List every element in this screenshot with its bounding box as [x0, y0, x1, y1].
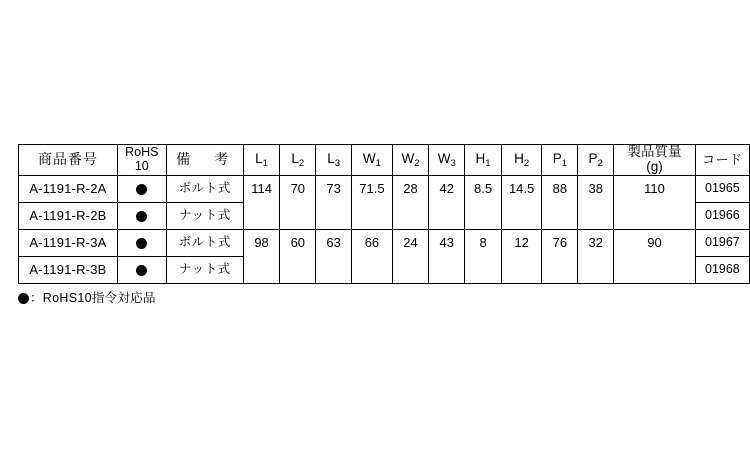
header-l3-base: L: [327, 151, 335, 167]
header-w3-sub: 3: [450, 158, 456, 170]
header-h2-base: H: [514, 151, 524, 167]
rohs-dot-icon: [136, 238, 147, 249]
cell-part-number: A-1191-R-3B: [19, 256, 118, 283]
header-code: コード: [695, 145, 749, 176]
cell-l3: 63: [316, 229, 352, 256]
header-l2-base: L: [291, 151, 299, 167]
cell-w1: [352, 256, 393, 283]
cell-mass: 90: [614, 229, 696, 256]
cell-h1: [465, 202, 501, 229]
cell-p2: 38: [578, 175, 614, 202]
header-w3: [429, 145, 465, 176]
cell-w3: 43: [429, 229, 465, 256]
header-h2-sub: 2: [523, 158, 530, 170]
spec-table: [18, 144, 750, 284]
table-row: [19, 202, 750, 229]
header-l1: [243, 145, 280, 176]
cell-w1: 66: [352, 229, 393, 256]
cell-w3: [429, 202, 465, 229]
header-part-number: 商品番号: [19, 145, 118, 176]
header-w3-base: W: [437, 151, 451, 167]
header-rohs: [117, 145, 166, 176]
table-header: [19, 145, 750, 176]
table-row: [19, 229, 750, 256]
cell-l1: [243, 202, 280, 229]
cell-w1: 71.5: [352, 175, 393, 202]
cell-rohs: [117, 202, 166, 229]
spec-table-container: [18, 144, 750, 284]
cell-h1: 8: [465, 229, 501, 256]
header-l1-base: L: [255, 151, 263, 167]
cell-note: ナット式: [166, 256, 243, 283]
cell-w1: [352, 202, 393, 229]
header-l1-sub: 1: [262, 158, 268, 170]
header-h1-sub: 1: [485, 158, 491, 170]
header-h2: [501, 145, 542, 176]
cell-l2: 70: [280, 175, 316, 202]
cell-note: ボルト式: [166, 175, 243, 202]
header-w1-base: W: [362, 151, 376, 167]
header-l3-sub: 3: [334, 158, 341, 170]
legend-text: ：RoHS10指令対応品: [30, 291, 156, 305]
header-l2-sub: 2: [298, 158, 305, 170]
cell-w2: [392, 256, 428, 283]
cell-w3: 42: [429, 175, 465, 202]
header-p2: [578, 145, 614, 176]
cell-h2: [501, 256, 542, 283]
header-note: 備 考: [166, 145, 243, 176]
cell-note: ボルト式: [166, 229, 243, 256]
cell-mass: 110: [614, 175, 696, 202]
cell-w2: 28: [392, 175, 428, 202]
rohs-dot-icon: [136, 184, 147, 195]
header-p1-sub: 1: [561, 158, 568, 170]
header-w1: [352, 145, 393, 176]
cell-l3: [316, 202, 352, 229]
header-p2-base: P: [588, 151, 598, 167]
cell-h1: 8.5: [465, 175, 501, 202]
cell-h2: 12: [501, 229, 542, 256]
header-p2-sub: 2: [597, 158, 603, 170]
header-h1-base: H: [475, 151, 486, 167]
cell-h2: [501, 202, 542, 229]
cell-part-number: A-1191-R-2A: [19, 175, 118, 202]
cell-l1: [243, 256, 280, 283]
cell-rohs: [117, 229, 166, 256]
cell-p1: [542, 202, 578, 229]
cell-rohs: [117, 256, 166, 283]
cell-mass: [614, 256, 696, 283]
cell-l2: [280, 256, 316, 283]
cell-p1: [542, 256, 578, 283]
header-w1-sub: 1: [375, 158, 381, 170]
header-rohs-line2: 10: [134, 158, 149, 173]
cell-h2: 14.5: [501, 175, 542, 202]
cell-code: 01966: [695, 202, 749, 229]
cell-rohs: [117, 175, 166, 202]
cell-p2: [578, 202, 614, 229]
cell-mass: [614, 202, 696, 229]
cell-w3: [429, 256, 465, 283]
cell-h1: [465, 256, 501, 283]
cell-code: 01968: [695, 256, 749, 283]
table-row: [19, 175, 750, 202]
header-p1: [542, 145, 578, 176]
cell-part-number: A-1191-R-3A: [19, 229, 118, 256]
cell-p1: 76: [542, 229, 578, 256]
cell-l2: [280, 202, 316, 229]
table-body: [19, 175, 750, 283]
header-row: [19, 145, 750, 176]
legend-dot-icon: [18, 293, 29, 304]
legend: [18, 288, 156, 306]
header-mass: [614, 145, 696, 176]
header-mass-line1: 製品質量: [627, 144, 682, 159]
cell-l3: 73: [316, 175, 352, 202]
rohs-dot-icon: [136, 265, 147, 276]
header-l2: [280, 145, 316, 176]
header-rohs-line1: RoHS: [125, 145, 159, 160]
header-w2: [392, 145, 428, 176]
header-h1: [465, 145, 501, 176]
header-w2-sub: 2: [414, 158, 420, 170]
cell-p2: 32: [578, 229, 614, 256]
cell-l2: 60: [280, 229, 316, 256]
header-p1-base: P: [552, 151, 562, 167]
cell-w2: [392, 202, 428, 229]
cell-note: ナット式: [166, 202, 243, 229]
cell-w2: 24: [392, 229, 428, 256]
cell-p1: 88: [542, 175, 578, 202]
cell-p2: [578, 256, 614, 283]
cell-code: 01967: [695, 229, 749, 256]
cell-part-number: A-1191-R-2B: [19, 202, 118, 229]
cell-code: 01965: [695, 175, 749, 202]
table-row: [19, 256, 750, 283]
cell-l1: 114: [243, 175, 280, 202]
header-l3: [316, 145, 352, 176]
header-mass-line2: (g): [646, 158, 663, 174]
rohs-dot-icon: [136, 211, 147, 222]
cell-l3: [316, 256, 352, 283]
header-w2-base: W: [401, 151, 415, 167]
cell-l1: 98: [243, 229, 280, 256]
